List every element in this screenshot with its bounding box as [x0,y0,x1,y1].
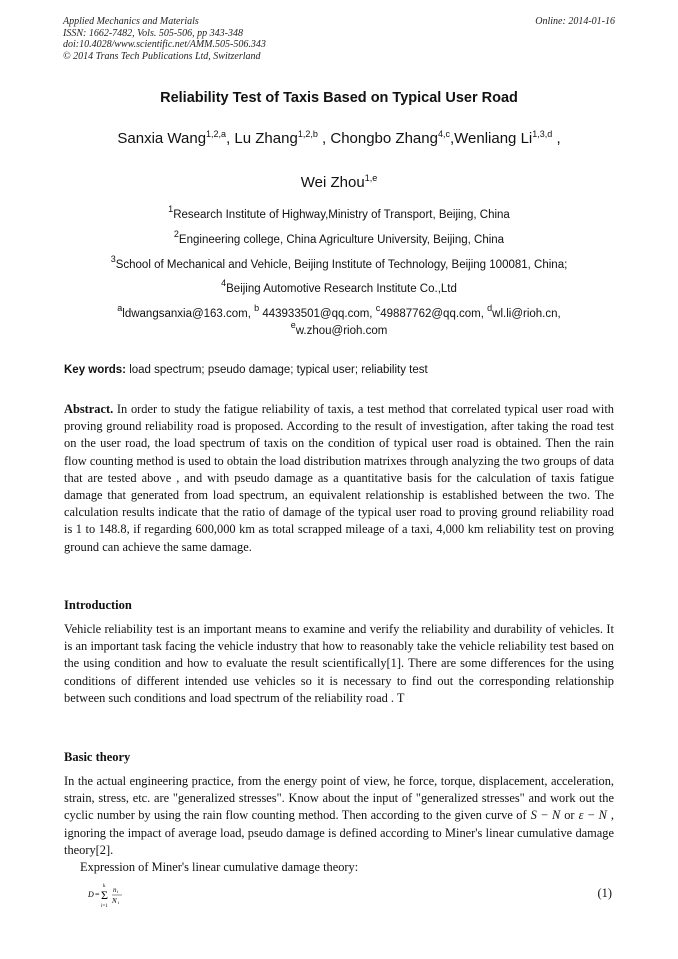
author-name: Sanxia Wang [117,130,207,147]
journal-header [63,16,266,62]
affiliation-superscript: 4 [221,278,227,288]
affiliation-4 [0,278,678,295]
affiliation-text: Beijing Automotive Research Institute Co.,Ltd [226,283,457,295]
paper-title: Reliability Test of Taxis Based on Typical User Road [160,90,518,106]
sn-curve-symbol: S − N [530,808,561,823]
author-separator: , [317,130,331,147]
author-superscript: 1,2,b [297,129,318,139]
author-separator: , [226,130,235,147]
equation-number: (1) [597,886,612,900]
basic-theory-text [64,773,614,859]
affiliation-text: Engineering college, China Agriculture University, Beijing, China [178,234,505,246]
email-superscript: a [117,303,123,313]
formula-denominator-index: i [118,900,120,905]
affiliation-superscript: 2 [173,229,179,239]
formula-upper-limit: k [103,884,106,889]
en-curve-symbol: ε − N [578,808,607,823]
email-address[interactable]: 443933501@qq.com, [259,308,376,320]
introduction-text: Vehicle reliability test is an important means to examine and verify the reliability and durability of vehicles. It is an important task facing the vehicle industry that how to reasonably take the vehicle reliability test based on the using condition and how to evaluate the result scientifically[1]. There are some differences for the using conditions of different intended use vehicles so it is necessary to find out the corresponding relationship between such conditions and load spectrum of the reliability road . T [64,622,614,705]
author-name: Wenliang Li [454,130,533,147]
copyright-line: © 2014 Trans Tech Publications Ltd, Switzerland [63,50,261,62]
affiliation-superscript: 1 [168,204,174,214]
email-superscript: d [487,303,493,313]
formula-numerator: n [113,886,117,894]
author-line-2 [0,174,678,191]
or-word: or [564,808,575,823]
email-superscript: b [254,303,260,313]
formula-numerator-index: i [117,889,119,894]
section-heading-basic-theory: Basic theory [64,750,131,764]
email-superscript: c [375,303,381,313]
author-separator: , [449,130,455,147]
email-address[interactable]: ldwangsanxia@163.com, [122,308,255,320]
email-address[interactable]: w.zhou@rioh.com [295,325,388,337]
abstract [64,401,614,556]
issn-line: ISSN: 1662-7482, Vols. 505-506, pp 343-348 [63,27,243,39]
email-address[interactable]: wl.li@rioh.cn, [492,308,561,320]
formula-lower-limit: i=1 [101,904,108,909]
keywords [64,364,428,376]
keywords-text: load spectrum; pseudo damage; typical user; reliability test [126,364,428,376]
formula-graphic [88,880,132,910]
formula-d-symbol: D [88,890,94,899]
doi-line: doi:10.4028/www.scientific.net/AMM.505-506.343 [63,39,266,50]
formula-equals: = [95,890,100,899]
formula-denominator: N [112,897,117,905]
email-superscript: e [290,320,296,330]
affiliation-2 [0,229,678,246]
abstract-text: In order to study the fatigue reliability of taxis, a test method that correlated typical user road with proving ground reliability road is proposed. According to the result of investigation, after taking the road test on the user road, the load spectrum of taxis on the condition of typical user road is obtained. Then the rain flow counting method is used to obtain the load distribution matrixes through analyzing the two groups of data that are tested above , and with pseudo damage as a quantitative basis for the calculation of taxis fatigue damage that generated from load spectrum, an equivalent relationship is established between the two. The calculation results indicate that the ratio of damage of the typical user road to proving ground reliability road is 1 to 148.8, if regarding 600,000 km as total scrapped mileage of a taxi, 4,000 km reliability test on proving ground can achieve the same damage. [64,402,614,554]
affiliation-superscript: 3 [110,254,116,264]
affiliation-text: Research Institute of Highway,Ministry of Transport, Beijing, China [173,209,510,221]
miner-formula [88,880,132,912]
email-address[interactable]: 49887762@qq.com, [380,308,488,320]
email-line-1 [0,303,678,320]
author-superscript: 1,e [364,173,378,183]
author-line-1 [0,130,678,147]
journal-name: Applied Mechanics and Materials [63,16,199,27]
affiliation-1 [0,204,678,221]
author-superscript: 4,c [437,129,450,139]
basic-theory-text-part2: , ignoring the impact of average load, pseudo damage is defined according to Miner's linear cumulative damage theory[2]. [64,808,614,857]
section-heading-introduction: Introduction [64,598,132,612]
basic-theory-text-part1: In the actual engineering practice, from the energy point of view, he force, torque, displacement, acceleration, strain, stress, etc. are "generalized stresses". Know about the input of "generalized stresses" and work out the cyclic number by using the rain flow counting method. Then according to the given curve of [64,774,614,823]
email-line-2 [0,320,678,337]
author-name: Lu Zhang [234,130,298,147]
author-superscript: 1,2,a [206,129,227,139]
online-date: Online: 2014-01-16 [535,16,615,27]
miner-expression-line: Expression of Miner's linear cumulative damage theory: [80,860,359,874]
abstract-label: Abstract. [64,402,114,416]
affiliation-text: School of Mechanical and Vehicle, Beijing Institute of Technology, Beijing 100081, China; [115,259,568,271]
author-name: Wei Zhou [300,174,365,191]
keywords-label: Key words: [64,364,126,376]
author-separator: , [552,130,561,147]
affiliation-3 [0,254,678,271]
author-name: Chongbo Zhang [330,130,438,147]
formula-sum-sign: Σ [101,888,108,902]
author-superscript: 1,3,d [532,129,553,139]
